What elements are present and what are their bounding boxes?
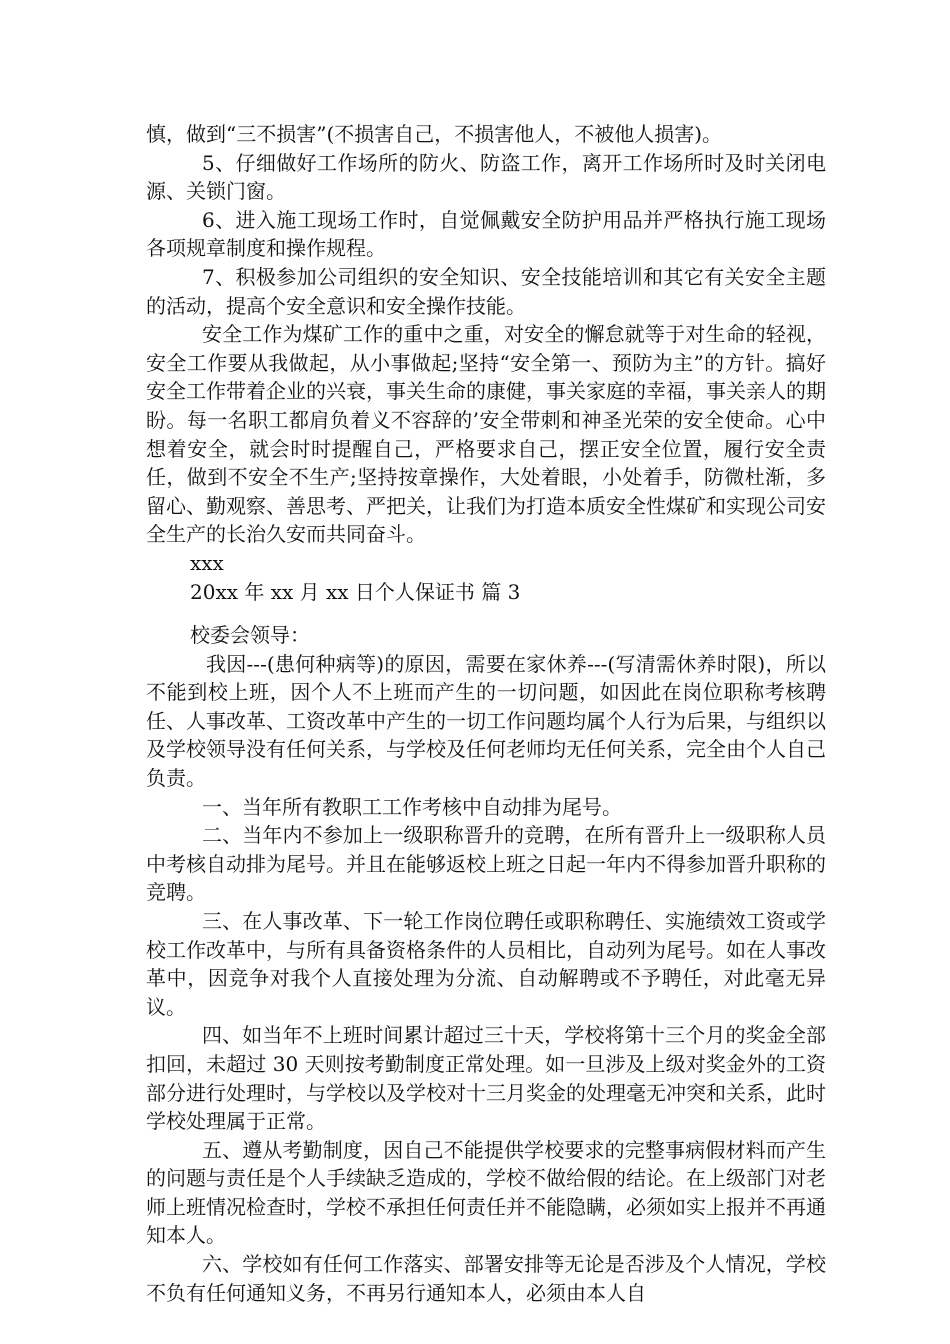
paragraph-clause-5: 五、遵从考勤制度，因自己不能提供学校要求的完整事病假材料而产生的问题与责任是个人手续缺乏造成的，学校不做给假的结论。在上级部门对老师上班情况检查时，学校不承担任何责任并不能隐瞒，必须如实上报并不再通知本人。: [146, 1137, 826, 1248]
paragraph-clause-2: 二、当年内不参加上一级职称晋升的竞聘，在所有晋升上一级职称人员中考核自动排为尾号。并且在能够返校上班之日起一年内不得参加晋升职称的竞聘。: [146, 823, 826, 905]
date-and-section-title: 20xx 年 xx 月 xx 日个人保证书 篇 3: [190, 579, 521, 604]
salutation: 校委会领导：: [190, 623, 310, 647]
paragraph-intro: 我因---(患何种病等)的原因，需要在家休养---(写清需休养时限)，所以不能到校上班，因个人不上班而产生的一切问题，如因此在岗位职称考核聘任、人事改革、工资改革中产生的一切工作问题均属个人行为后果，与组织以及学校领导没有任何关系，与学校及任何老师均无任何关系，完全由个人自己负责。: [146, 651, 826, 790]
signature: xxx: [190, 550, 224, 575]
paragraph-item-7: 7、积极参加公司组织的安全知识、安全技能培训和其它有关安全主题的活动，提高个安全意识和安全操作技能。: [146, 264, 826, 318]
paragraph-clause-6: 六、学校如有任何工作落实、部署安排等无论是否涉及个人情况，学校不负有任何通知义务，不再另行通知本人，必须由本人自: [146, 1252, 826, 1305]
section-leave-pledge: [146, 621, 826, 1307]
paragraph-continuation: 慎，做到“三不损害”(不损害自己，不损害他人，不被他人损害)。: [146, 122, 723, 146]
paragraph-item-5: 5、仔细做好工作场所的防火、防盗工作，离开工作场所时及时关闭电源、关锁门窗。: [146, 150, 826, 204]
paragraph-clause-4: 四、如当年不上班时间累计超过三十天，学校将第十三个月的奖金全部扣回，未超过 30 天则按考勤制度正常处理。如一旦涉及上级对奖金外的工资部分进行处理时，与学校以及学校对十三月奖金的处理毫无冲突和关系，此时学校处理属于正常。: [146, 1023, 826, 1134]
paragraph-clause-3: 三、在人事改革、下一轮工作岗位聘任或职称聘任、实施绩效工资或学校工作改革中，与所有具备资格条件的人员相比，自动列为尾号。如在人事改革中，因竞争对我个人直接处理为分流、自动解聘或不予聘任，对此毫无异议。: [146, 908, 826, 1019]
paragraph-safety-summary: 安全工作为煤矿工作的重中之重，对安全的懈怠就等于对生命的轻视，安全工作要从我做起，从小事做起;坚持“安全第一、预防为主”的方针。搞好安全工作带着企业的兴衰，事关生命的康健，事关家庭的幸福，事关亲人的期盼。每一名职工都肩负着义不容辞的’安全带刺和神圣光荣的安全使命。心中想着安全，就会时时提醒自己，严格要求自己，摆正安全位置，履行安全责任，做到不安全不生产;坚持按章操作，大处着眼，小处着手，防微杜渐，多留心、勤观察、善思考、严把关，让我们为打造本质安全性煤矿和实现公司安全生产的长治久安而共同奋斗。: [146, 322, 826, 547]
section-safety-pledge: [146, 120, 826, 606]
paragraph-clause-1: 一、当年所有教职工工作考核中自动排为尾号。: [202, 794, 622, 819]
paragraph-item-6: 6、进入施工现场工作时，自觉佩戴安全防护用品并严格执行施工现场各项规章制度和操作规程。: [146, 207, 826, 261]
